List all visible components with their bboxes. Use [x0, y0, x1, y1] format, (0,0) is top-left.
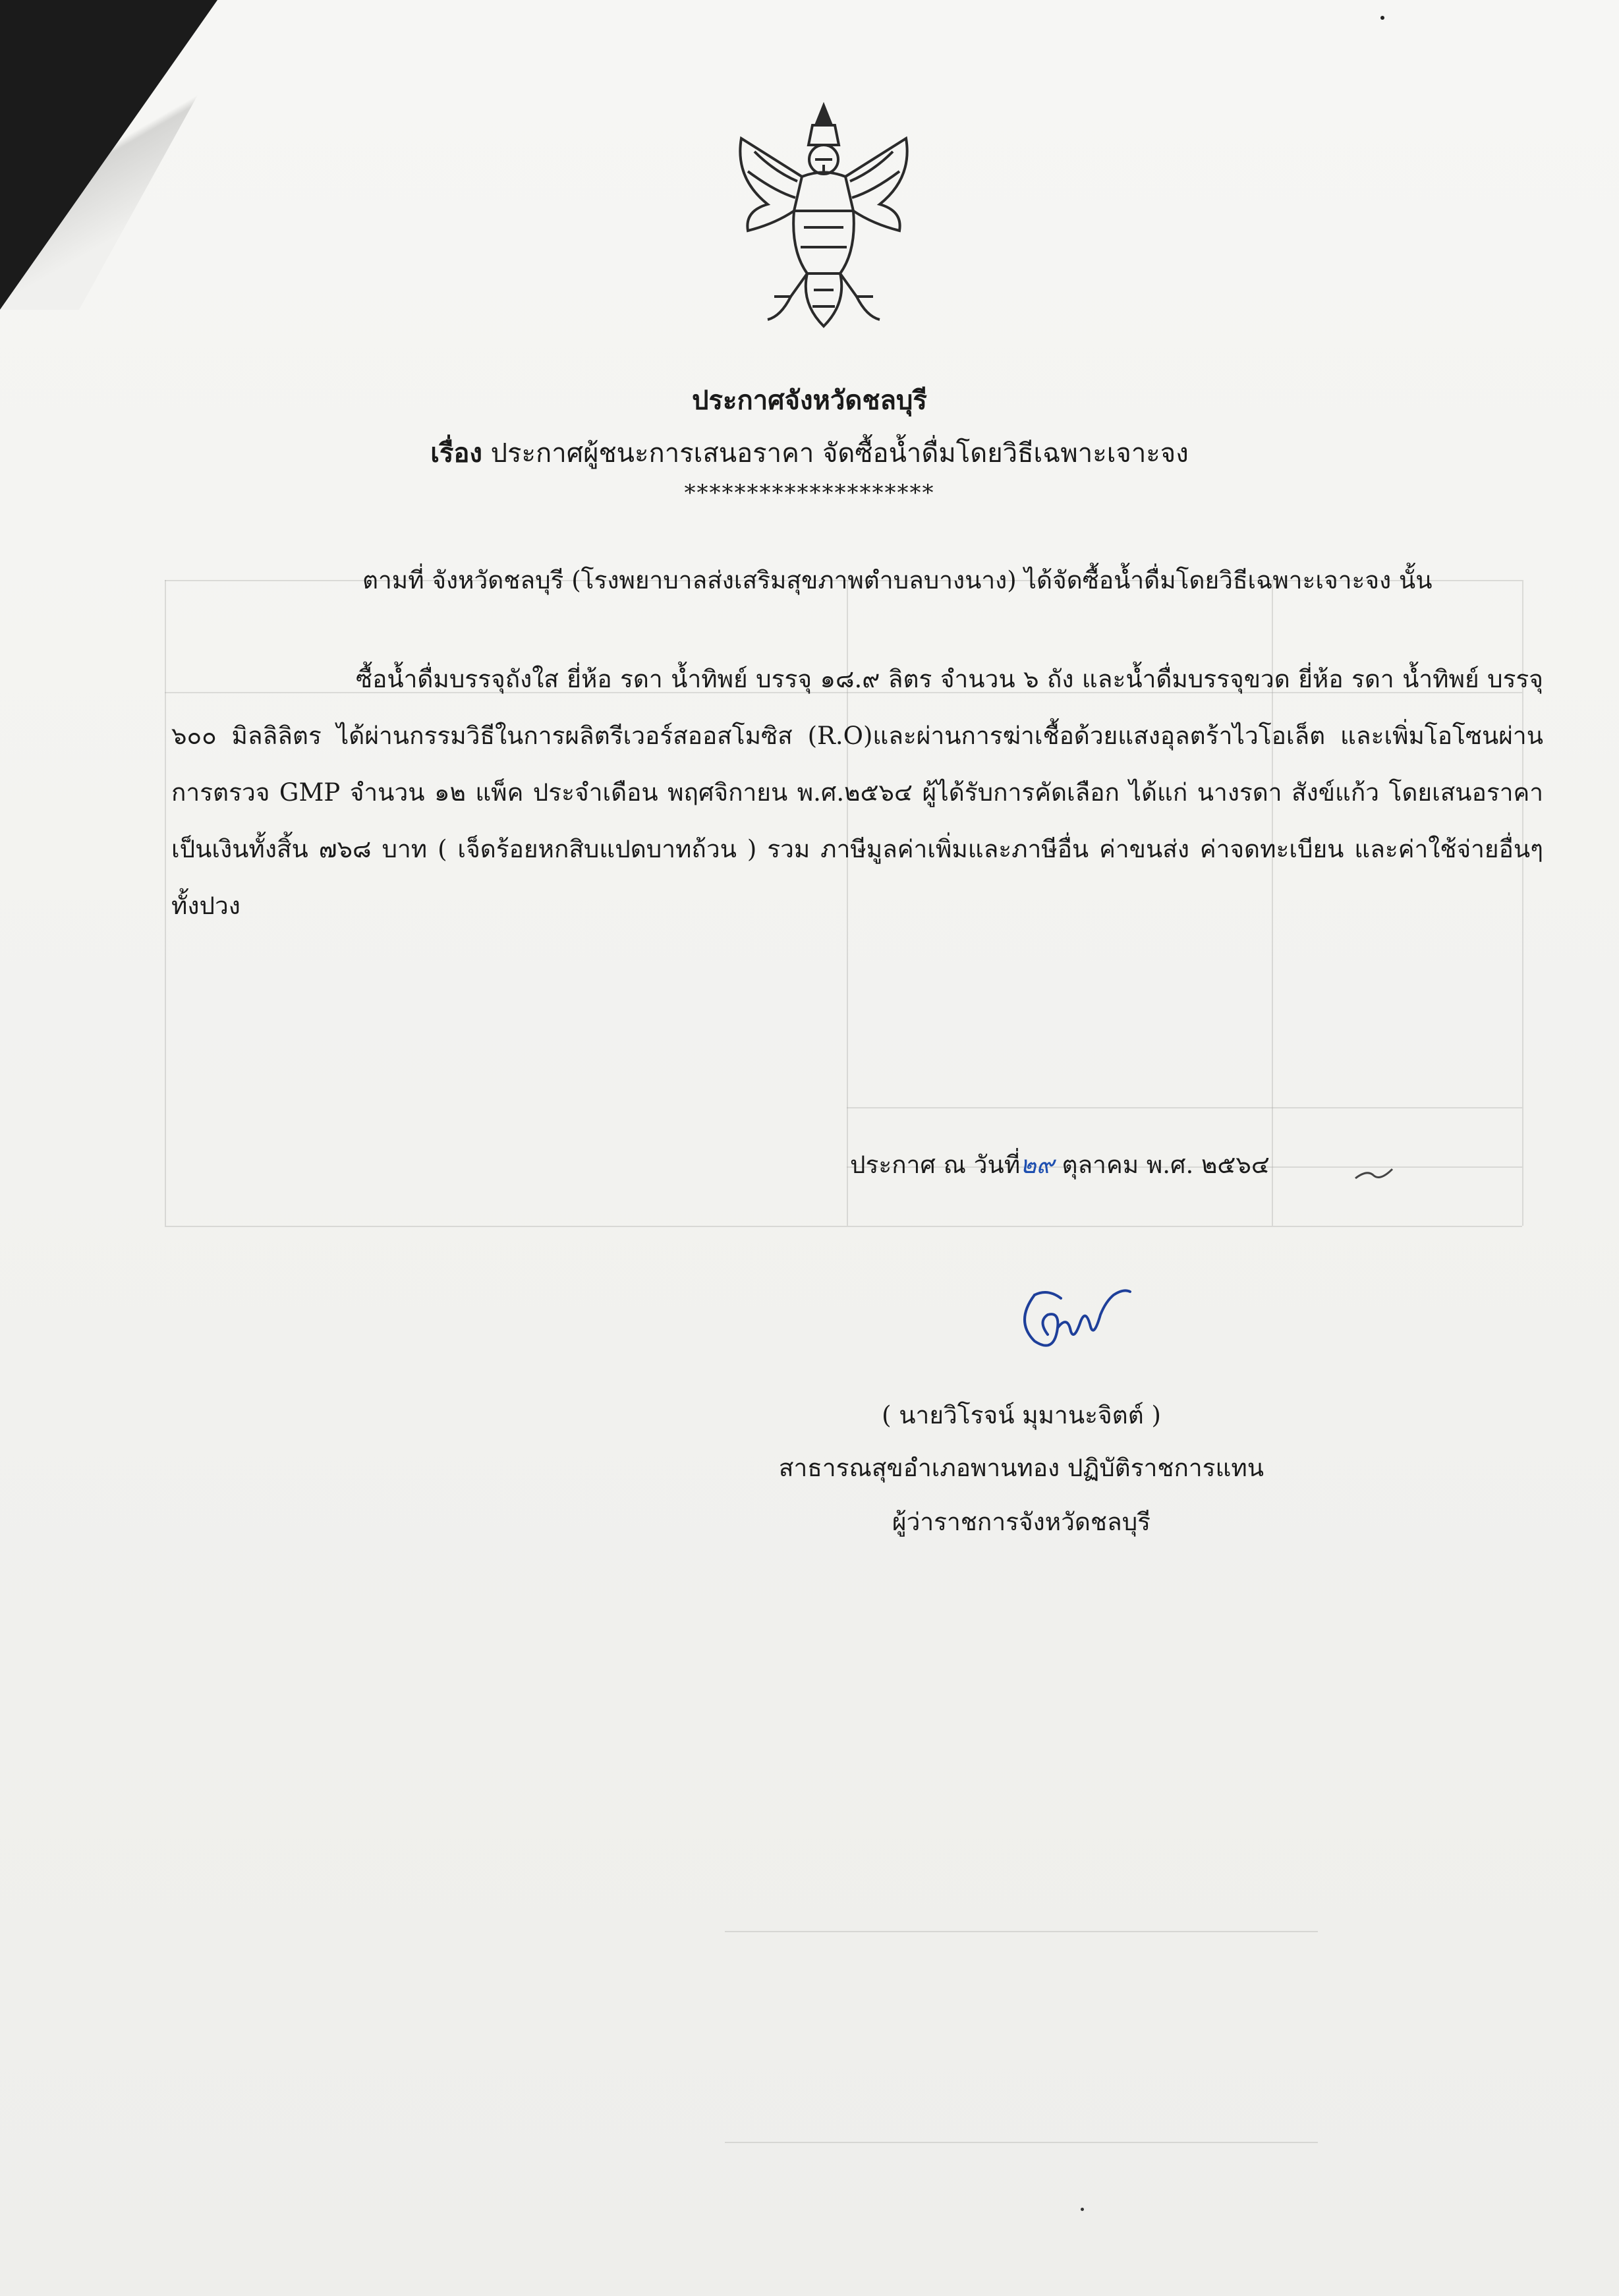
- speck: [1380, 16, 1384, 20]
- date-day-handwritten: ๒๙: [1020, 1151, 1054, 1179]
- signer-position: สาธารณสุขอำเภอพานทอง ปฏิบัติราชการแทน: [778, 1454, 1264, 1482]
- signer-name: ( นายวิโรจน์ มุมานะจิตต์ ): [882, 1401, 1161, 1429]
- signer-authority: ผู้ว่าราชการจังหวัดชลบุรี: [892, 1508, 1151, 1536]
- date-suffix: ตุลาคม พ.ศ. ๒๕๖๔: [1054, 1151, 1270, 1179]
- subject-label: เรื่อง: [430, 438, 482, 469]
- subject-text: ประกาศผู้ชนะการเสนอราคา จัดซื้อน้ำดื่มโดยวิธีเฉพาะเจาะจง: [490, 438, 1189, 469]
- handwritten-signature: [1008, 1275, 1133, 1361]
- speck: [1081, 2208, 1084, 2211]
- separator: ********************: [684, 480, 935, 506]
- pen-mark: [1354, 1166, 1394, 1182]
- document-subject: [0, 432, 1619, 474]
- document-title: ประกาศจังหวัดชลบุรี: [692, 385, 927, 416]
- paragraph-intro: ตามที่ จังหวัดชลบุรี (โรงพยาบาลส่งเสริมสุขภาพตำบลบางนาง) ได้จัดซื้อน้ำดื่มโดยวิธีเฉพาะเจาะจง นั้น: [362, 566, 1433, 594]
- date-prefix: ประกาศ ณ วันที่: [850, 1151, 1021, 1179]
- garuda-emblem-icon: [728, 99, 919, 336]
- paragraph-details: ซื้อน้ำดื่มบรรจุถังใส ยี่ห้อ รดา น้ำทิพย์ บรรจุ ๑๘.๙ ลิตร จำนวน ๖ ถัง และน้ำดื่มบรรจุขวด ยี่ห้อ รดา น้ำทิพย์ บรรจุ ๖๐๐ มิลลิลิตร ได้ผ่านกรรมวิธีในการผลิตรีเวอร์สออสโมซิส (R.O)และผ่านการฆ่าเชื้อด้วยแสงอุลตร้าไวโอเล็ต และเพิ่มโอโซนผ่านการตรวจ GMP จำนวน ๑๒ แพ็ค ประจำเดือน พฤศจิกายน พ.ศ.๒๕๖๔ ผู้ได้รับการคัดเลือก ได้แก่ นางรดา สังข์แก้ว โดยเสนอราคา เป็นเงินทั้งสิ้น ๗๖๘ บาท ( เจ็ดร้อยหกสิบแปดบาทถ้วน ) รวม ภาษีมูลค่าเพิ่มและภาษีอื่น ค่าขนส่ง ค่าจดทะเบียน และค่าใช้จ่ายอื่นๆทั้งปวง: [171, 665, 1543, 920]
- announcement-date: [850, 1145, 1270, 1184]
